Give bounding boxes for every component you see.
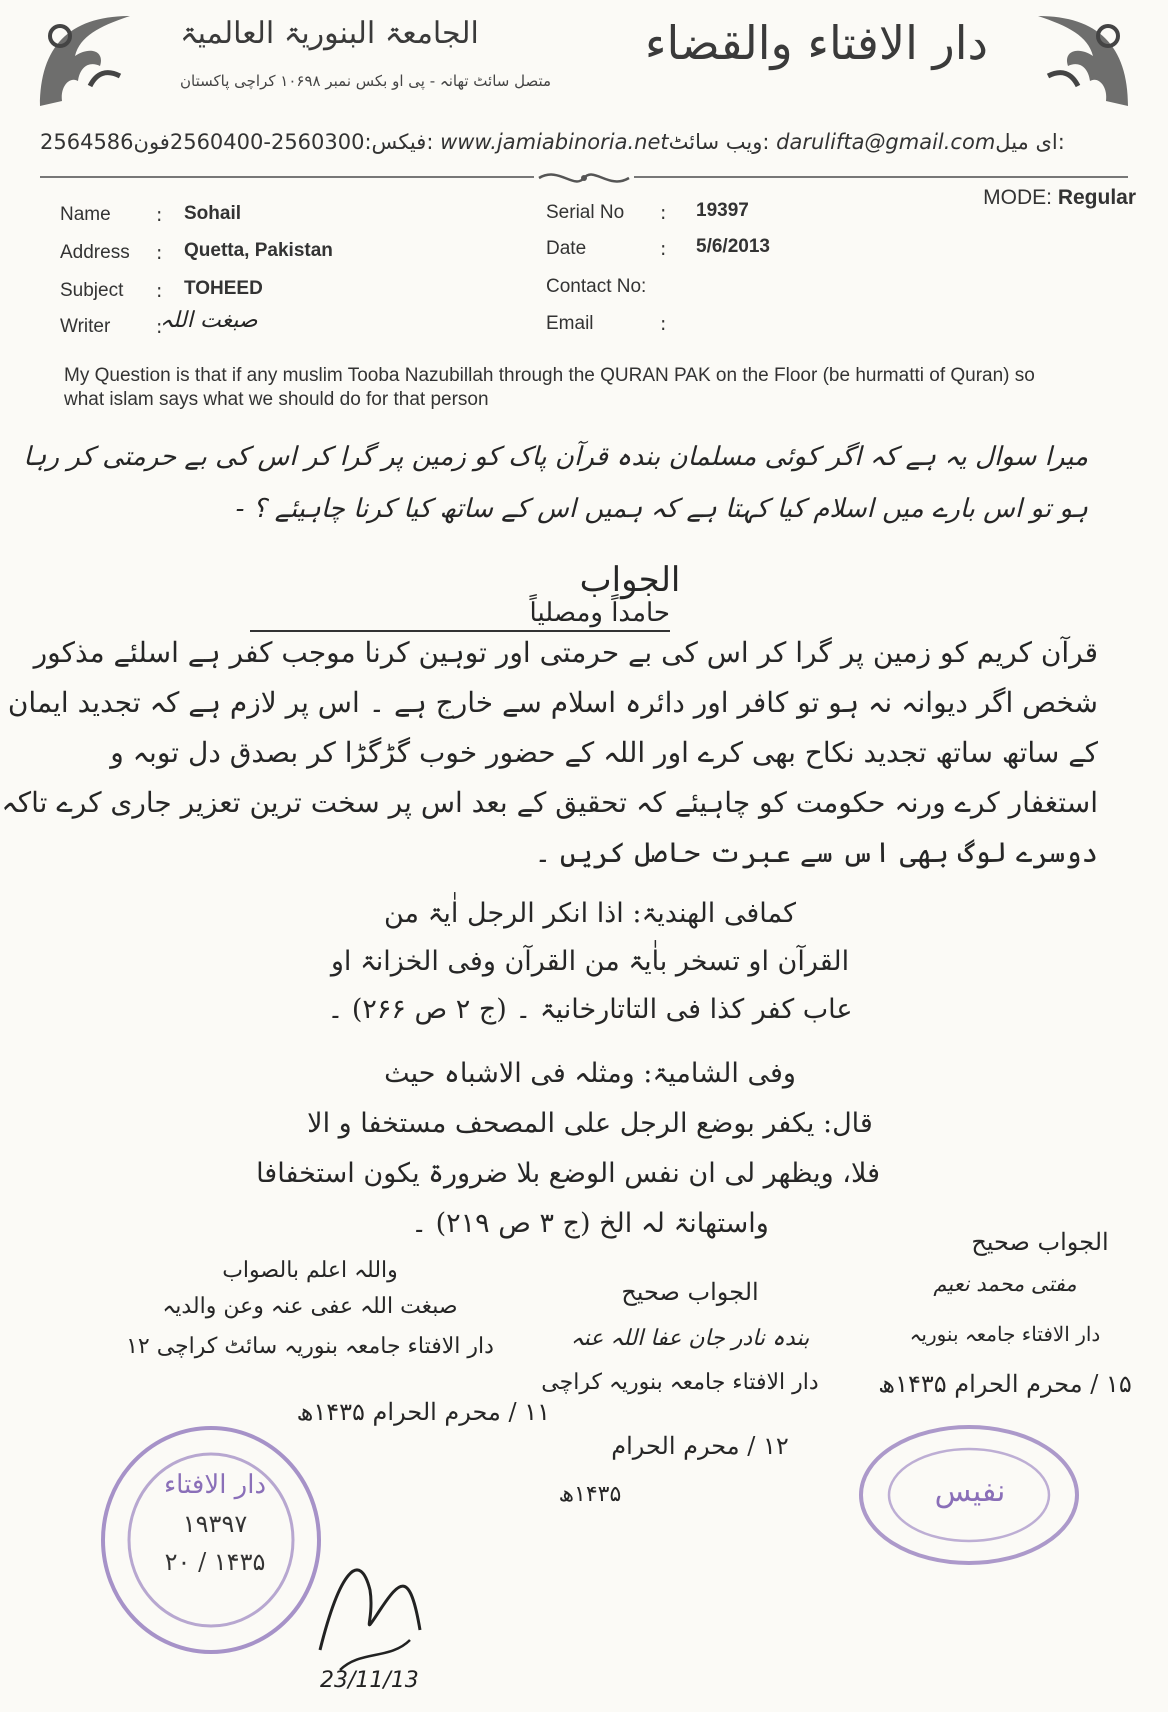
right-sign-line-3: دار الافتاء جامعہ بنوریہ bbox=[909, 1322, 1101, 1346]
institution-name: الجامعۃ البنوریۃ العالمیۃ bbox=[180, 16, 479, 51]
address-colon: : bbox=[156, 242, 163, 264]
email-label-urdu: ای میل: bbox=[995, 130, 1065, 154]
right-sign-line-4: ۱۵ / محرم الحرام ۱۴۳۵ھ bbox=[878, 1370, 1132, 1398]
email-label: Email bbox=[546, 313, 594, 334]
name-colon: : bbox=[156, 204, 163, 226]
address-value: Quetta, Pakistan bbox=[184, 240, 333, 261]
left-sign-line-4: ۱۱ / محرم الحرام ۱۴۳۵ھ bbox=[296, 1398, 550, 1426]
left-sign-line-2: صبغت اللہ عفی عنہ وعن والدیہ bbox=[162, 1294, 458, 1319]
phone-label: فون: bbox=[133, 130, 434, 154]
middle-sign-line-4: ۱۲ / محرم الحرام bbox=[611, 1432, 789, 1460]
writer-signature: صبغت اللہ bbox=[160, 308, 258, 333]
right-stamp-title: نفیس bbox=[934, 1474, 1006, 1509]
email-link[interactable]: darulifta@gmail.com bbox=[776, 130, 996, 154]
serial-label: Serial No bbox=[546, 202, 625, 223]
writer-label: Writer bbox=[60, 316, 111, 337]
middle-sign-line-3: دار الافتاء جامعہ بنوریہ کراچی bbox=[541, 1370, 819, 1395]
corner-ornament-right-icon bbox=[1028, 6, 1138, 116]
answer-heading: الجواب bbox=[579, 560, 681, 600]
question-english: My Question is that if any muslim Tooba Nazubillah through the QURAN PAK on the Floor (be hurmatti of Quran) so what islam says what we should do for that person bbox=[64, 365, 1035, 410]
middle-sign-line-2: بندہ نادر جان عفا اللہ عنہ bbox=[570, 1326, 810, 1351]
department-name: دار الافتاء والقضاء bbox=[644, 16, 988, 70]
right-sign-line-1: الجواب صحیح bbox=[971, 1228, 1109, 1256]
citation-2-line-2: قال: یکفر بوضع الرجل علی المصحف مستخفا و الا bbox=[307, 1108, 873, 1139]
mode-label: MODE: bbox=[983, 186, 1052, 209]
fax-label: فیکس: bbox=[364, 130, 427, 154]
serial-colon: : bbox=[660, 202, 667, 224]
date-colon: : bbox=[660, 238, 667, 260]
citation-2-line-3: فلا، ویظھر لی ان نفس الوضع بلا ضرورۃ یکون استخفافا bbox=[256, 1158, 880, 1189]
bottom-handwritten-date: 23/11/13 bbox=[320, 1668, 419, 1693]
website-link[interactable]: www.jamiabinoria.net bbox=[440, 130, 669, 154]
institution-address: متصل سائٹ تھانہ - پی او بکس نمبر ۱۰۶۹۸ کراچی پاکستان bbox=[180, 72, 552, 90]
answer-line-4: استغفار کرے ورنہ حکومت کو چاہیئے کہ تحقیق کے بعد اس پر سخت ترین تعزیر جاری کرے تاکہ bbox=[1, 786, 1098, 819]
subject-label: Subject bbox=[60, 280, 124, 301]
left-sign-line-1: واللہ اعلم بالصواب bbox=[222, 1258, 398, 1283]
left-seal-stamp bbox=[96, 1420, 326, 1660]
bottom-signature-scribble bbox=[300, 1530, 460, 1690]
website-label: ویب سائٹ: bbox=[668, 130, 770, 154]
answer-opening: حامداً ومصلیاً bbox=[250, 598, 670, 632]
fax-number: 2564586 bbox=[40, 130, 134, 154]
date-label: Date bbox=[546, 238, 587, 259]
corner-ornament-left-icon bbox=[30, 6, 140, 116]
subject-value: TOHEED bbox=[184, 278, 263, 299]
answer-line-1: قرآن کریم کو زمین پر گرا کر اس کی بے حرمتی اور توہین کرنا موجب کفر ہے اسلئے مذکور bbox=[33, 636, 1098, 669]
mode-value: Regular bbox=[1057, 186, 1136, 209]
left-stamp-title: دار الافتاء bbox=[163, 1470, 267, 1500]
question-urdu-line-2: ہو تو اس بارے میں اسلام کیا کہتا ہے کہ ہمیں اس کے ساتھ کیا کرنا چاہیئے ؟ - bbox=[235, 494, 1088, 524]
citation-1-line-1: کمافی الھندیۃ: اذا انکر الرجل اٰیۃ من bbox=[384, 898, 796, 929]
subject-colon: : bbox=[156, 280, 163, 302]
citation-2-line-1: وفی الشامیۃ: ومثلہ فی الاشباہ حیث bbox=[384, 1058, 796, 1089]
answer-line-2: شخص اگر دیوانہ نہ ہو تو کافر اور دائرہ اسلام سے خارج ہے ۔ اس پر لازم ہے کہ تجدید ایمان bbox=[7, 686, 1098, 719]
name-label: Name bbox=[60, 204, 111, 225]
left-sign-line-3: دار الافتاء جامعہ بنوریہ سائٹ کراچی ۱۲ bbox=[126, 1334, 494, 1359]
address-label: Address bbox=[60, 242, 130, 263]
contact-label: Contact No: bbox=[546, 276, 647, 297]
left-stamp-date: ۱۴۳۵ / ۲۰ bbox=[164, 1548, 266, 1576]
middle-sign-line-1: الجواب صحیح bbox=[621, 1278, 759, 1306]
citation-2-line-4: واستھانۃ لہ الخ (ج ۳ ص ۲۱۹) ۔ bbox=[411, 1208, 769, 1239]
right-sign-line-2: مفتی محمد نعیم bbox=[933, 1272, 1077, 1296]
mode-indicator bbox=[983, 186, 1136, 210]
divider-flourish-icon bbox=[534, 166, 634, 190]
contact-line bbox=[40, 130, 1128, 154]
answer-line-5: دوسرے لوگ بھی اس سے عبرت حاصل کریں ۔ bbox=[534, 836, 1098, 869]
email-colon: : bbox=[660, 313, 667, 335]
middle-sign-line-5: ۱۴۳۵ھ bbox=[558, 1482, 622, 1507]
writer-colon: : bbox=[156, 316, 163, 338]
question-urdu-line-1: میرا سوال یہ ہے کہ اگر کوئی مسلمان بندہ قرآن پاک کو زمین پر گرا کر اس کی بے حرمتی کر رہا bbox=[23, 442, 1088, 472]
serial-value: 19397 bbox=[696, 200, 749, 221]
date-value: 5/6/2013 bbox=[696, 236, 770, 257]
left-stamp-number: ۱۹۳۹۷ bbox=[182, 1510, 248, 1538]
citation-1-line-3: عاب کفر کذا فی التاتارخانیۃ ۔ (ج ۲ ص ۲۶۶) ۔ bbox=[327, 994, 853, 1025]
name-value: Sohail bbox=[184, 203, 242, 224]
answer-line-3: کے ساتھ ساتھ تجدید نکاح بھی کرے اور اللہ کے حضور خوب گڑگڑا کر بصدق دل توبہ و bbox=[110, 736, 1098, 769]
citation-1-line-2: القرآن او تسخر باٰیۃ من القرآن وفی الخزانۃ او bbox=[330, 946, 850, 977]
phone-number: 2560300-2560400 bbox=[169, 130, 365, 154]
